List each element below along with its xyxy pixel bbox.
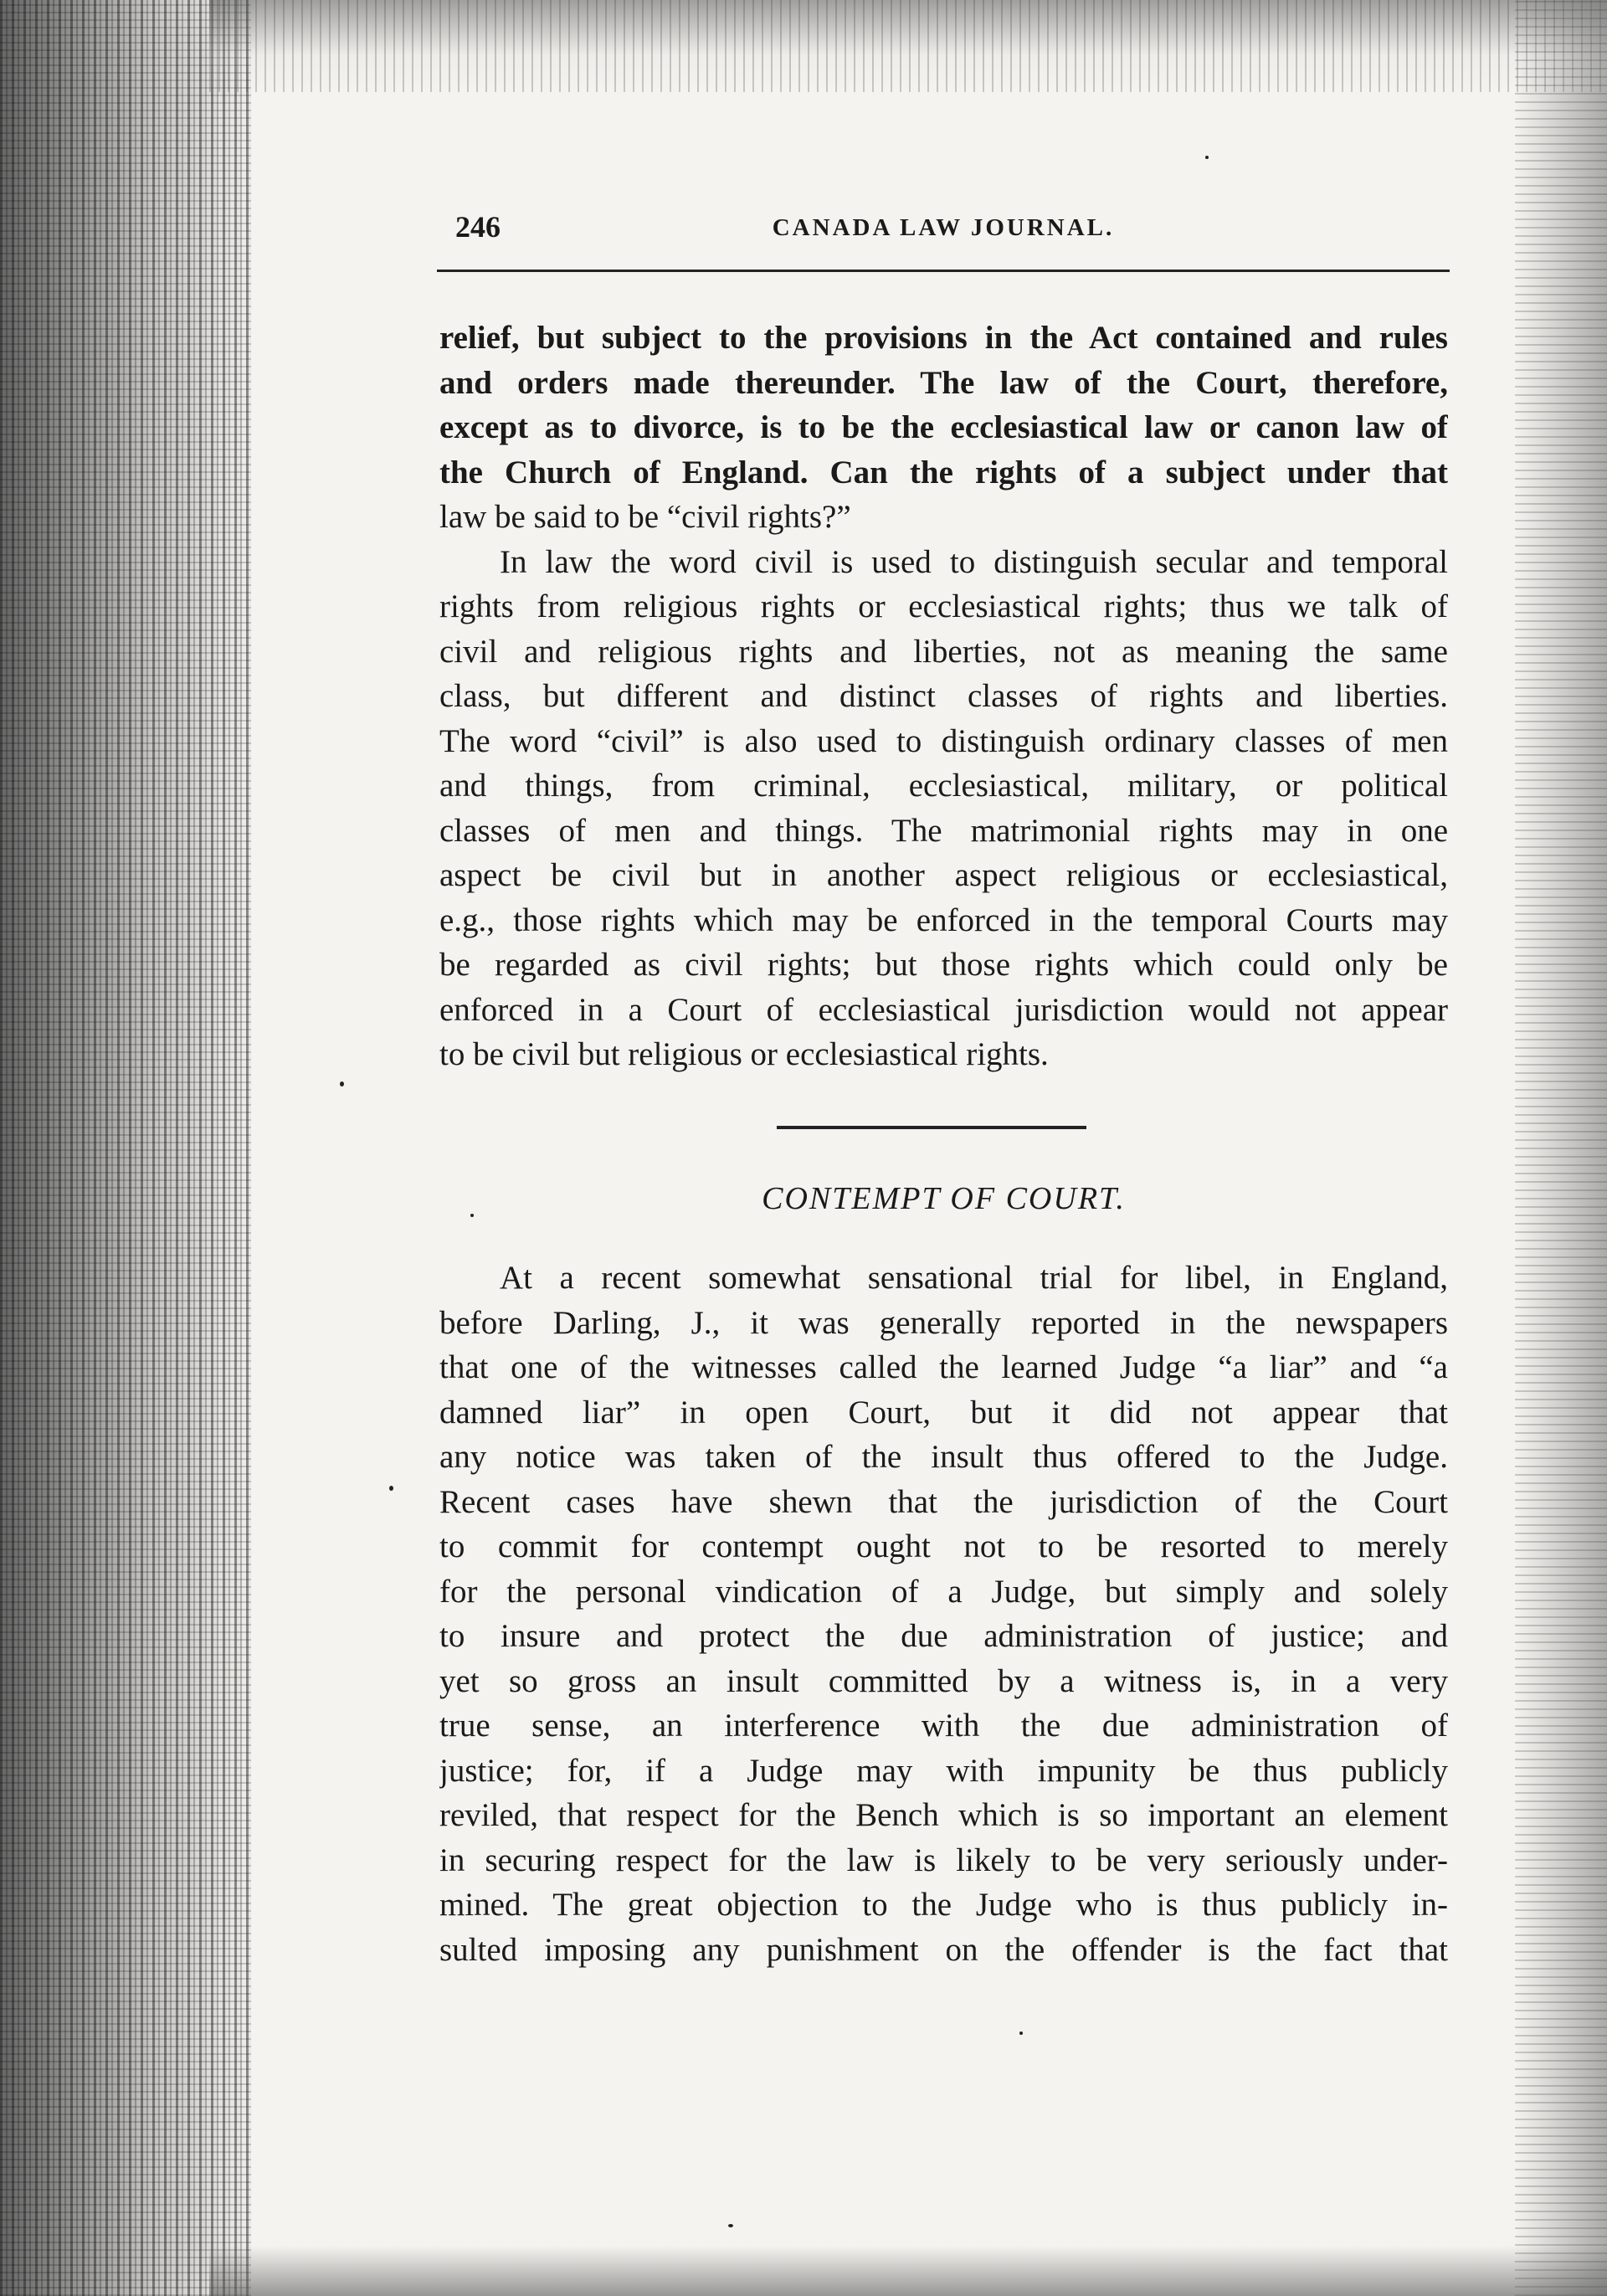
text-line: law be said to be “civil rights?” [439, 499, 851, 535]
text-line: The word “civil” is also used to distinguish ordinary classes of men [439, 722, 1448, 759]
running-head [437, 209, 1450, 272]
text-line: any notice was taken of the insult thus offered to the Judge. [439, 1439, 1448, 1475]
scan-speck [340, 1081, 344, 1086]
scan-speck [1205, 156, 1209, 159]
text-line: and orders made thereunder. The law of the Court, therefore, [439, 364, 1448, 401]
text-line: reviled, that respect for the Bench which is so important an element [439, 1797, 1448, 1833]
text-line: sulted imposing any punishment on the offender is the fact that [439, 1931, 1448, 1968]
text-line: to commit for contempt ought not to be resorted to merely [439, 1528, 1448, 1564]
text-line: aspect be civil but in another aspect religious or ecclesiastical, [439, 857, 1448, 893]
text-line: be regarded as civil rights; but those rights which could only be [439, 947, 1448, 983]
text-line: the Church of England. Can the rights of a subject under that [439, 454, 1448, 491]
text-line: Recent cases have shewn that the jurisdiction of the Court [439, 1483, 1448, 1520]
text-line: e.g., those rights which may be enforced in the temporal Courts may [439, 901, 1448, 938]
journal-title: CANADA LAW JOURNAL. [772, 214, 1115, 241]
page-number: 246 [455, 210, 501, 244]
top-edge-noise [209, 0, 1607, 92]
bottom-edge-noise [209, 2246, 1607, 2296]
section-heading: CONTEMPT OF COURT. [762, 1181, 1126, 1216]
scan-speck [1019, 2031, 1023, 2035]
text-line: true sense, an interference with the due administration of [439, 1708, 1448, 1744]
section-divider-rule [777, 1126, 1086, 1129]
text-line: justice; for, if a Judge may with impunity be thus publicly [439, 1752, 1448, 1789]
text-line: enforced in a Court of ecclesiastical jurisdiction would not appear [439, 991, 1448, 1028]
scan-speck [470, 1214, 474, 1217]
text-line: that one of the witnesses called the learned Judge “a liar” and “a [439, 1349, 1448, 1385]
text-line: class, but different and distinct classes of rights and liberties. [439, 678, 1448, 714]
text-line: yet so gross an insult committed by a witness is, in a very [439, 1662, 1448, 1699]
text-line: to insure and protect the due administration of justice; and [439, 1618, 1448, 1654]
text-line: to be civil but religious or ecclesiastical rights. [439, 1036, 1049, 1072]
text-line: and things, from criminal, ecclesiastical, military, or political [439, 768, 1448, 804]
text-line: classes of men and things. The matrimonial rights may in one [439, 812, 1448, 849]
body-text-first-section [439, 316, 1448, 1077]
text-line: rights from religious rights or ecclesiastical rights; thus we talk of [439, 588, 1448, 624]
text-line: damned liar” in open Court, but it did not appear that [439, 1394, 1448, 1431]
right-edge-noise [1515, 0, 1607, 2296]
text-line: before Darling, J., it was generally reported in the newspapers [439, 1304, 1448, 1341]
scan-speck [728, 2224, 733, 2227]
text-line: except as to divorce, is to be the ecclesiastical law or canon law of [439, 409, 1448, 445]
text-line: civil and religious rights and liberties, not as meaning the same [439, 633, 1448, 670]
paragraph-start-line: At a recent somewhat sensational trial for libel, in England, [500, 1260, 1448, 1296]
scan-speck [389, 1486, 393, 1491]
text-line: relief, but subject to the provisions in the Act contained and rules [439, 320, 1448, 356]
text-line: mined. The great objection to the Judge who is thus publicly in- [439, 1887, 1448, 1923]
text-line: for the personal vindication of a Judge, but simply and solely [439, 1573, 1448, 1610]
binding-texture [0, 0, 251, 2296]
paragraph-start-line: In law the word civil is used to distinguish secular and temporal [500, 543, 1448, 580]
text-line: in securing respect for the law is likely to be very seriously under- [439, 1841, 1448, 1878]
body-text-contempt-section [439, 1256, 1448, 1972]
